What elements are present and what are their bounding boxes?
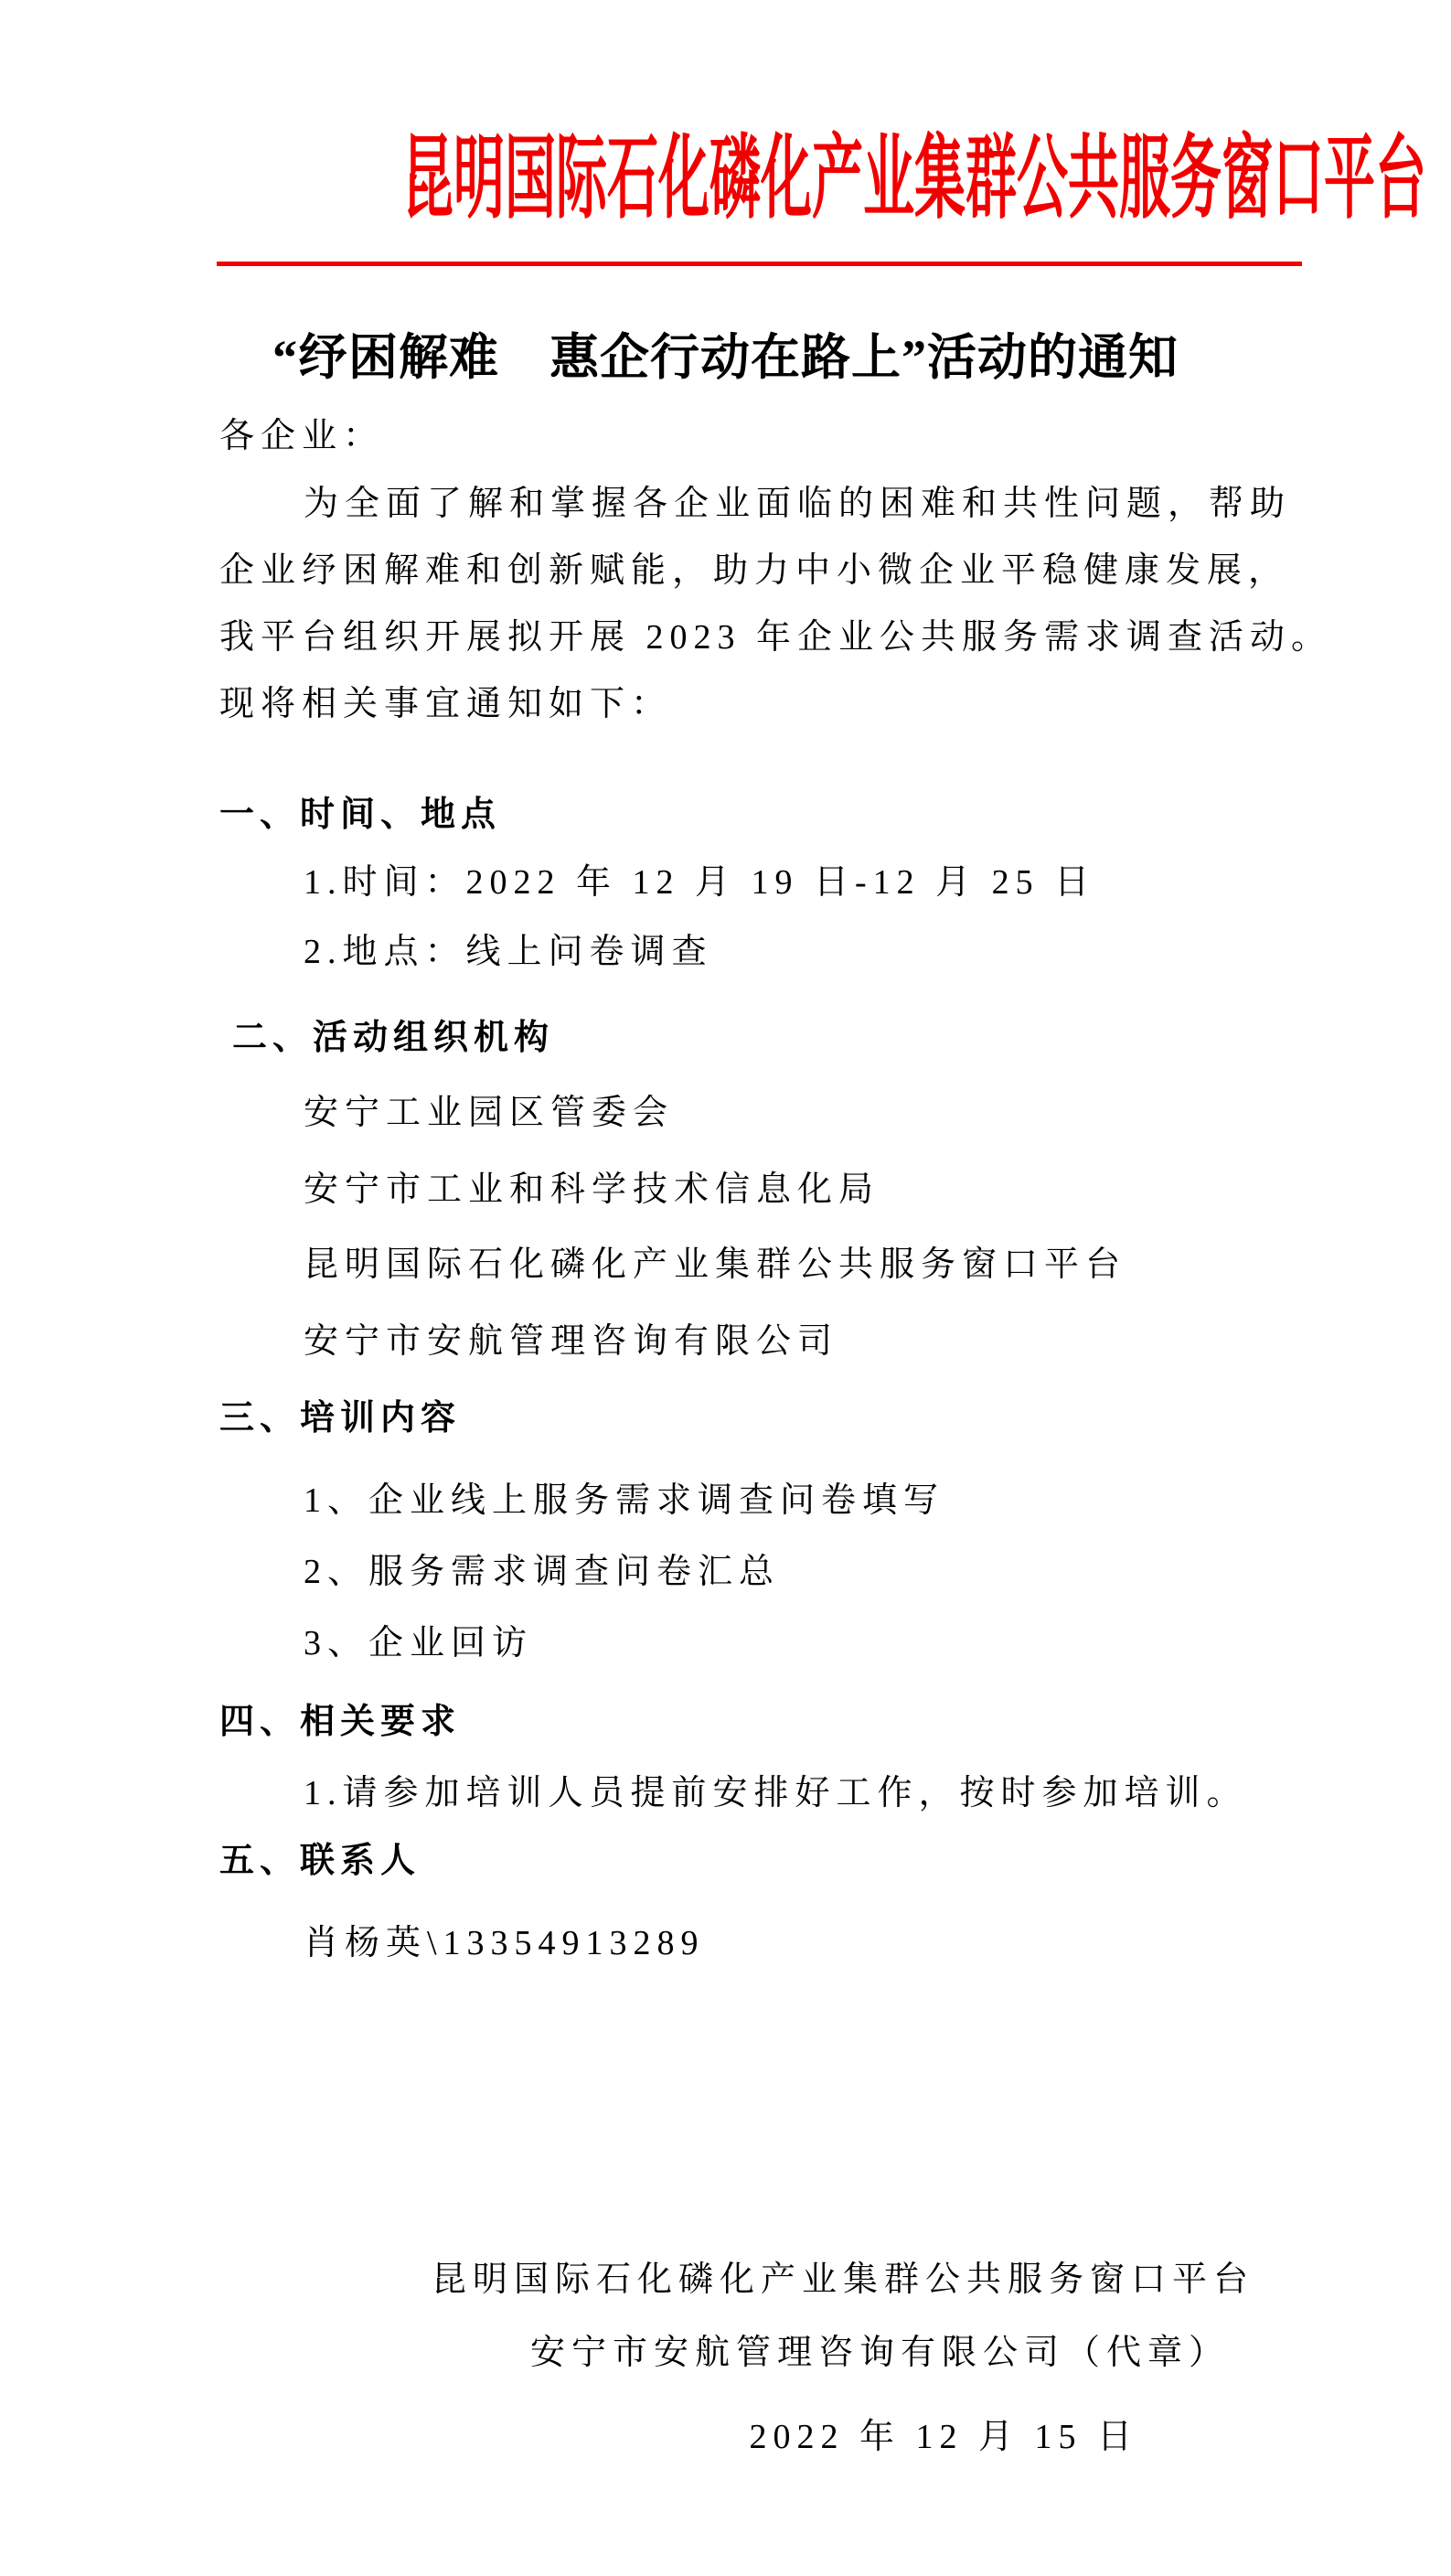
section-5-heading: 五、联系人 [219,1842,421,1880]
salutation: 各企业： [219,417,385,455]
section-3-heading: 三、培训内容 [219,1399,462,1438]
section-1-heading: 一、时间、地点 [219,796,502,834]
signature-org-line-2: 安宁市安航管理咨询有限公司（代章） [529,2334,1230,2372]
section-2-item-4: 安宁市安航管理咨询有限公司 [304,1322,839,1361]
intro-line-3: 我平台组织开展拟开展 2023 年企业公共服务需求调查活动。 [219,618,1333,657]
intro-line-2: 企业纾困解难和创新赋能，助力中小微企业平稳健康发展， [219,551,1290,590]
signature-org-line-1: 昆明国际石化磷化产业集群公共服务窗口平台 [431,2261,1254,2299]
section-3-item-1: 1、企业线上服务需求调查问卷填写 [304,1481,945,1520]
section-1-item-1: 1.时间：2022 年 12 月 19 日-12 月 25 日 [304,863,1096,902]
platform-banner [0,128,1451,230]
notice-title: “纾困解难 惠企行动在路上”活动的通知 [272,330,1179,385]
section-4-heading: 四、相关要求 [219,1703,462,1741]
section-1-item-2: 2.地点：线上问卷调查 [304,933,713,971]
section-3-item-3: 3、企业回访 [304,1624,534,1662]
signature-date: 2022 年 12 月 15 日 [749,2418,1138,2456]
section-2-heading: 二、活动组织机构 [232,1019,555,1057]
contact-person: 肖杨英\13354913289 [304,1924,705,1962]
intro-line-4: 现将相关事宜通知如下： [219,685,673,723]
section-2-item-2: 安宁市工业和科学技术信息化局 [304,1170,880,1209]
intro-line-1: 为全面了解和掌握各企业面临的困难和共性问题，帮助 [304,485,1292,523]
section-2-item-1: 安宁工业园区管委会 [304,1094,675,1132]
section-2-item-3: 昆明国际石化磷化产业集群公共服务窗口平台 [304,1245,1127,1284]
red-divider-rule [217,262,1302,266]
platform-banner-text: 昆明国际石化磷化产业集群公共服务窗口平台 [402,128,1426,230]
section-4-item-1: 1.请参加培训人员提前安排好工作，按时参加培训。 [304,1774,1248,1812]
section-3-item-2: 2、服务需求调查问卷汇总 [304,1553,781,1591]
